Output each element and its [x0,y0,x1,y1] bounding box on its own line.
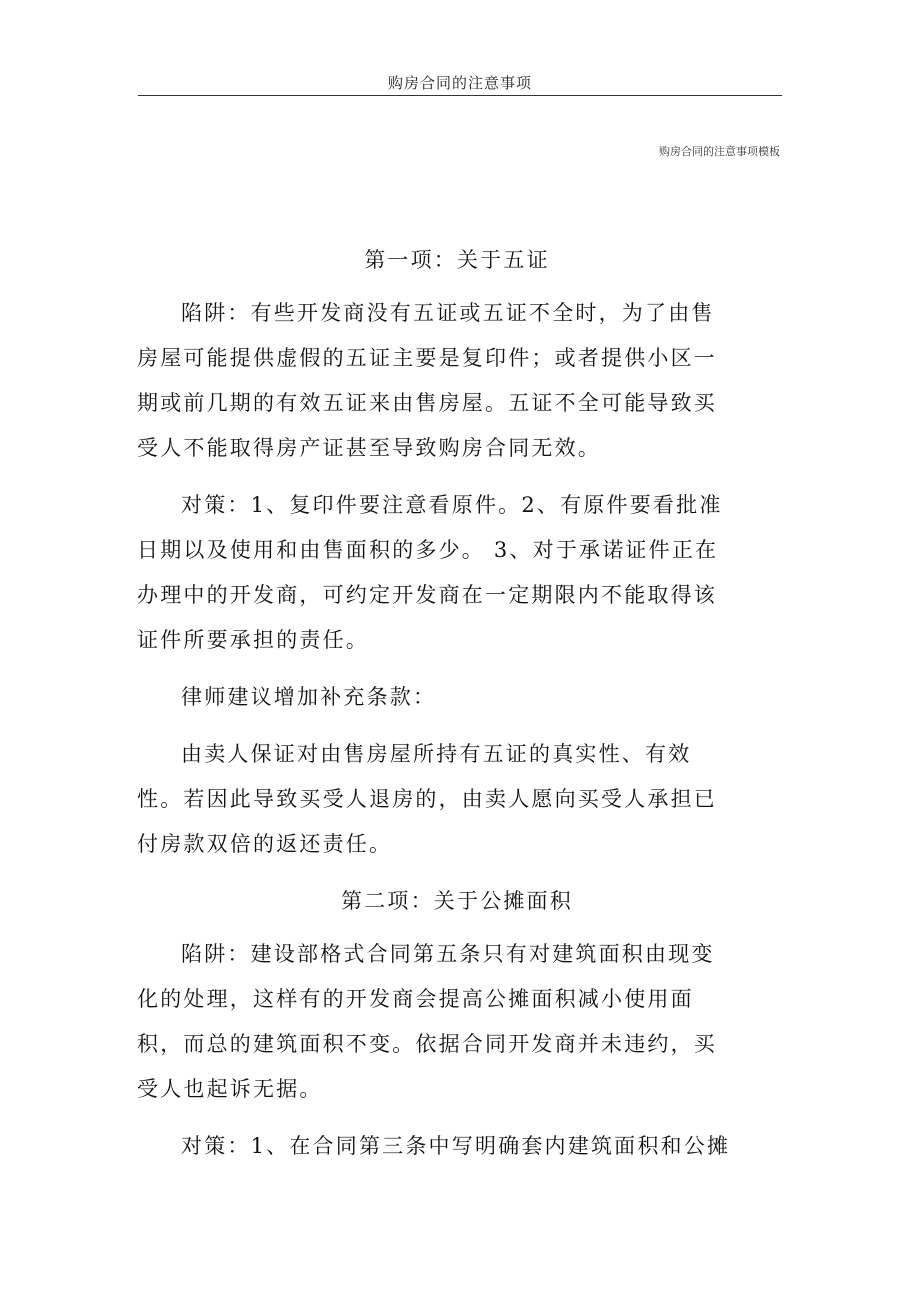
section-2-heading: 第二项：关于公摊面积 [341,889,573,913]
header-divider [138,95,782,96]
section-1-trap: 陷阱：有些开发商没有五证或五证不全时，为了由售房屋可能提供虚假的五证主要是复印件；或者提供小区一期或前几期的有效五证来由售房屋。五证不全可能导致买受人不能取得房产证甚至导致购房合同无效。 [137,301,717,460]
document-subtitle: 购房合同的注意事项模板 [659,145,780,158]
section-2-trap: 陷阱：建设部格式合同第五条只有对建筑面积由现变化的处理，这样有的开发商会提高公摊面积减小使用面积，而总的建筑面积不变。依据合同开发商并未违约，买受人也起诉无据。 [137,942,717,1101]
document-body [137,238,737,1181]
running-header-title: 购房合同的注意事项 [387,74,532,92]
section-1-heading: 第一项：关于五证 [364,248,550,272]
section-1-lawyer-advice-title: 律师建议增加补充条款： [181,685,437,709]
section-1-countermeasure: 对策：1、复印件要注意看原件。2、有原件要看批准日期以及使用和由售面积的多少。 3、对于承诺证件正在办理中的开发商，可约定开发商在一定期限内不能取得该证件所要承担的责任。 [137,493,723,652]
section-1-clause: 由卖人保证对由售房屋所持有五证的真实性、有效性。若因此导致买受人退房的，由卖人愿向买受人承担已付房款双倍的返还责任。 [137,742,717,856]
section-2-countermeasure: 对策：1、在合同第三条中写明确套内建筑面积和公摊 [181,1134,731,1158]
